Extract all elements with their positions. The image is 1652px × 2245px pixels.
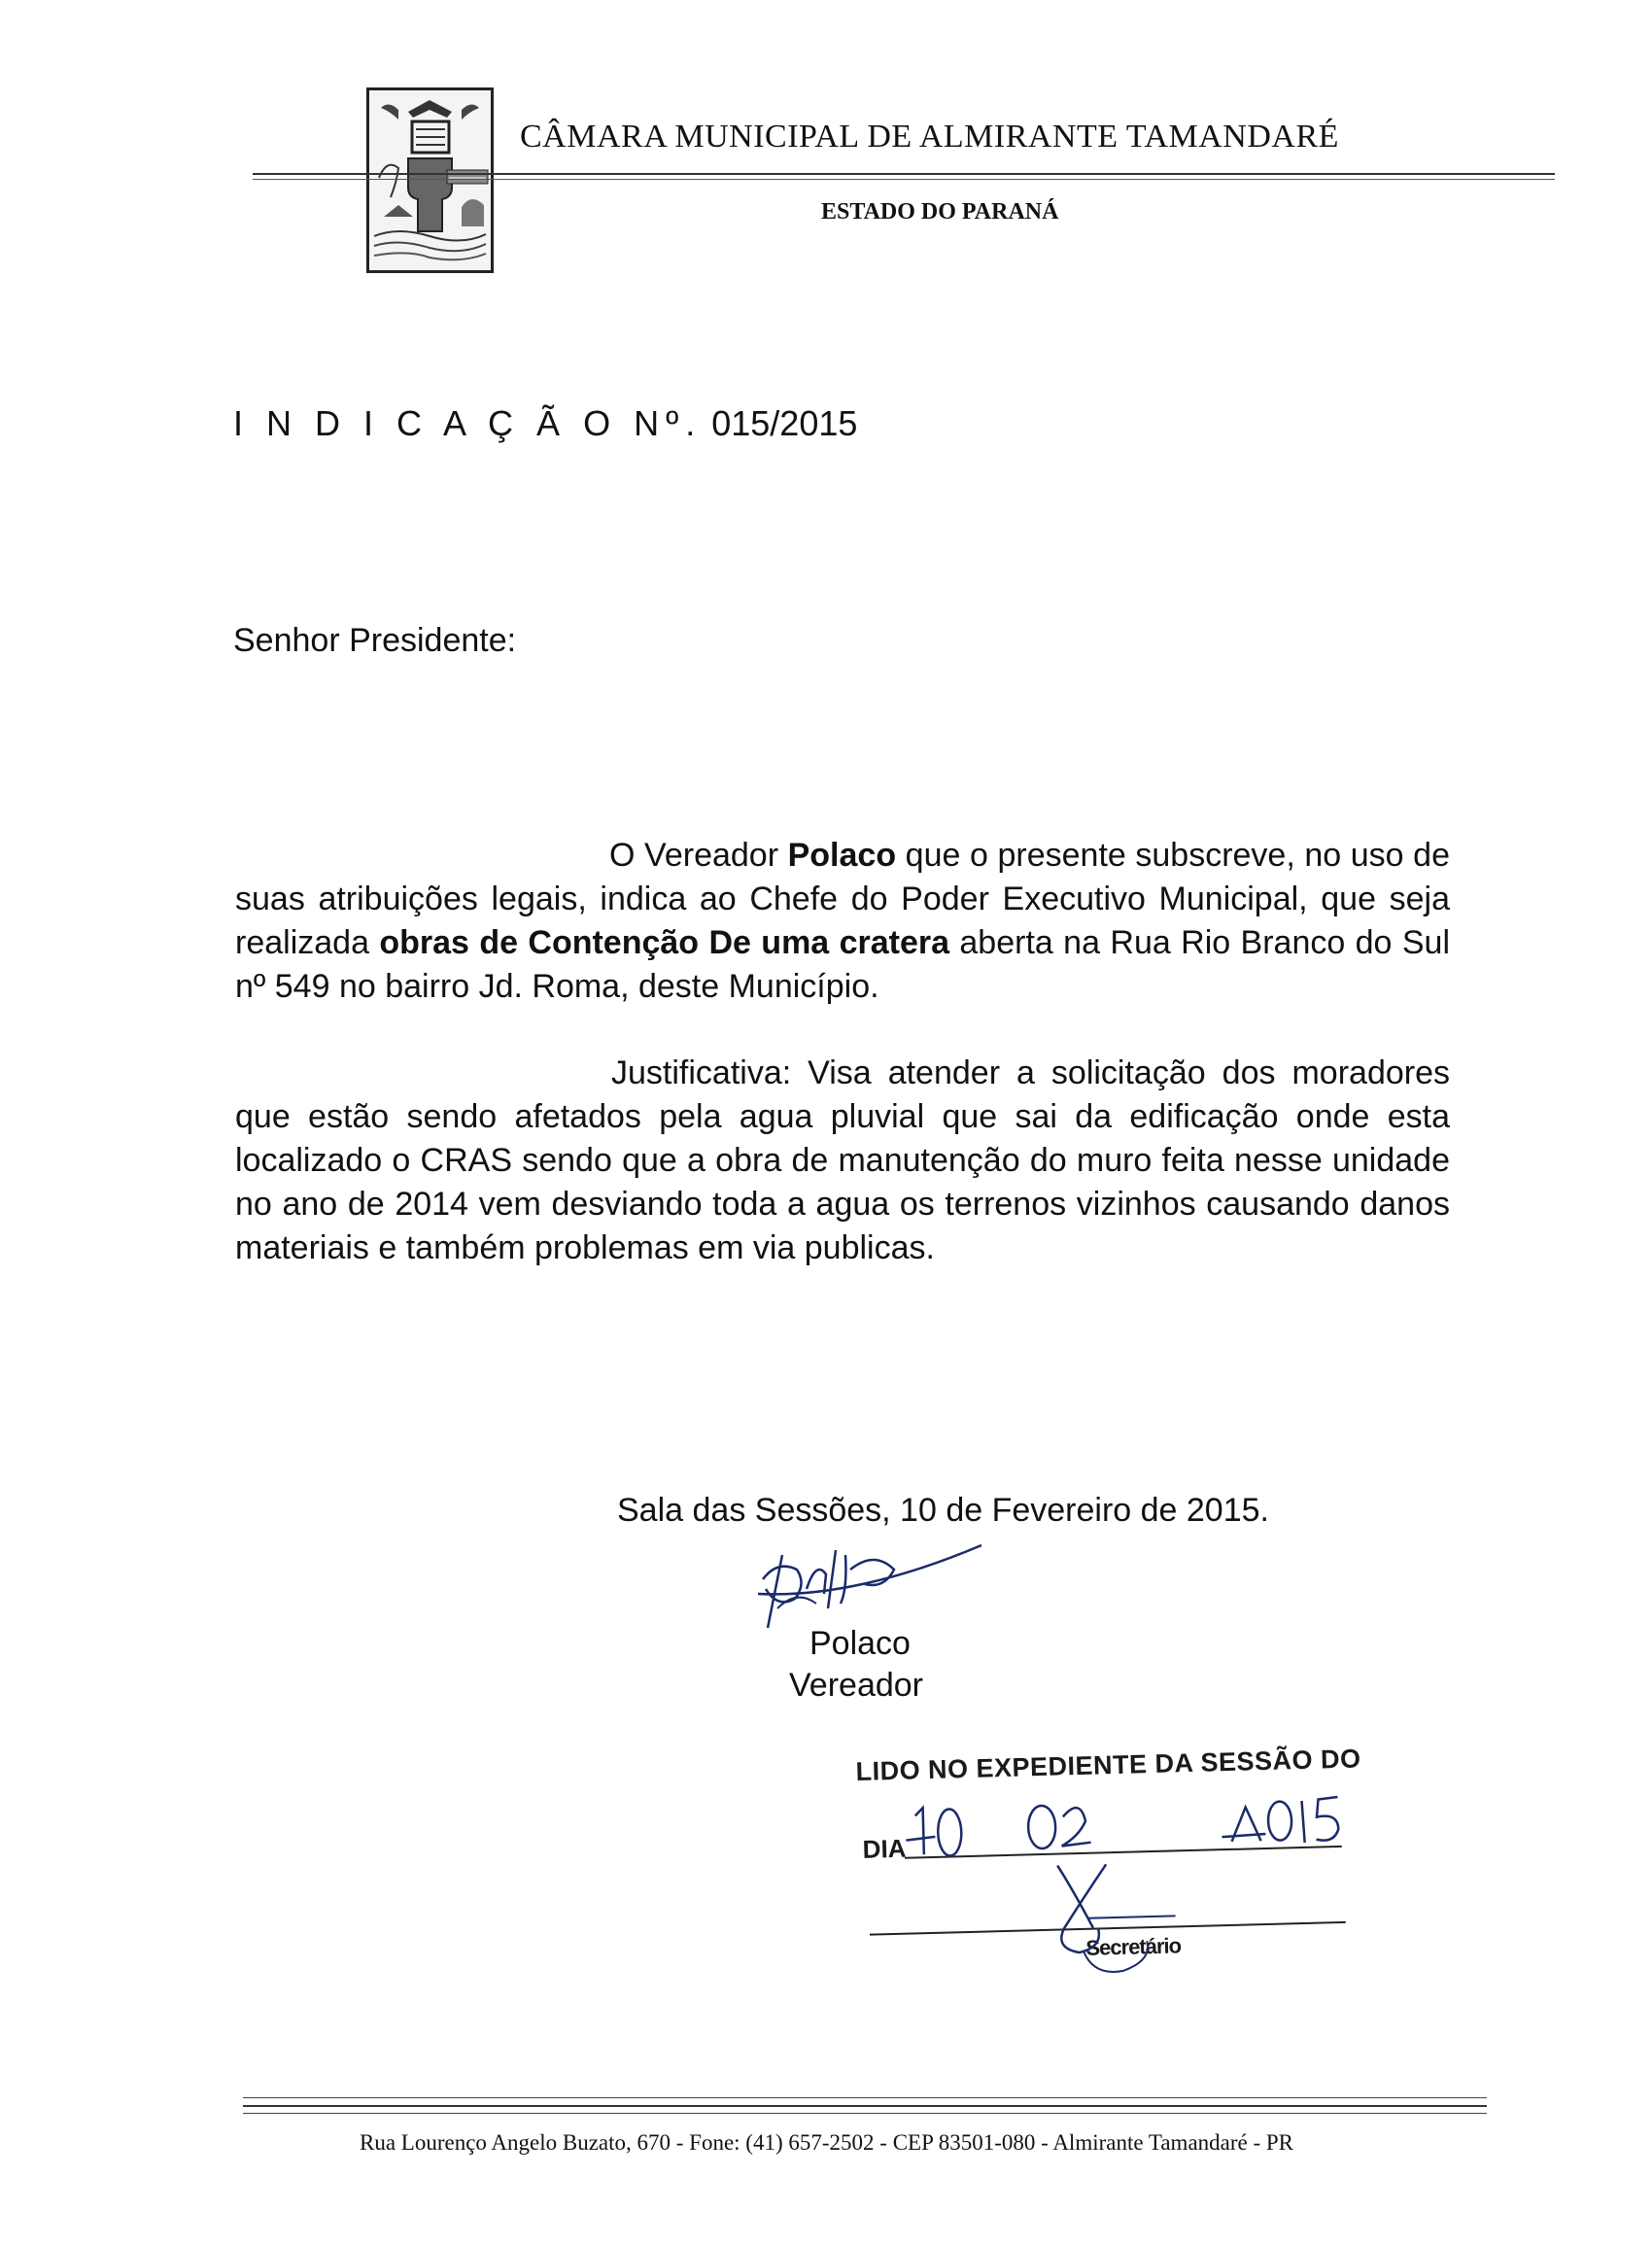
stamp-handwritten-date bbox=[895, 1776, 1357, 1982]
stamp-day-label: DIA bbox=[862, 1833, 907, 1864]
signer-name: Polaco bbox=[809, 1625, 911, 1662]
footer-address: Rua Lourenço Angelo Buzato, 670 - Fone: (41) 657-2502 - CEP 83501-080 - Almirante Tamandaré - PR bbox=[360, 2130, 1294, 2155]
institution-state: ESTADO DO PARANÁ bbox=[821, 199, 1059, 224]
paragraph-text: O Vereador bbox=[609, 837, 788, 874]
closing-place-date: Sala das Sessões, 10 de Fevereiro de 2015. bbox=[617, 1492, 1269, 1529]
footer-divider bbox=[243, 2097, 1487, 2098]
footer-divider bbox=[243, 2105, 1487, 2107]
stamp-secretary-label: Secretário bbox=[1085, 1933, 1182, 1960]
document-title bbox=[233, 403, 857, 444]
reading-stamp bbox=[855, 1735, 1425, 1983]
salutation: Senhor Presidente: bbox=[233, 622, 517, 659]
body-paragraph-indication bbox=[235, 834, 1450, 1009]
title-number: 015/2015 bbox=[711, 403, 858, 443]
councilor-name-bold: Polaco bbox=[787, 837, 897, 874]
header-divider bbox=[253, 173, 1555, 175]
coat-of-arms-icon bbox=[369, 90, 491, 270]
footer-divider bbox=[243, 2113, 1487, 2114]
title-prefix: I N D I C A Ç Ã O Nº. bbox=[233, 403, 703, 443]
handwritten-signature bbox=[739, 1531, 1001, 1638]
institution-name: CÂMARA MUNICIPAL DE ALMIRANTE TAMANDARÉ bbox=[520, 119, 1339, 155]
coat-of-arms-logo bbox=[366, 87, 494, 273]
paragraph-text: que o presente subscreve, no uso de suas atribuições legais, indica ao Chefe do Poder Executivo Municipal, que seja realizada bbox=[235, 837, 1450, 961]
stamp-title: LIDO NO EXPEDIENTE DA SESSÃO DO bbox=[855, 1744, 1361, 1786]
works-description-bold: obras de Contenção De uma cratera bbox=[379, 924, 950, 961]
paragraph-text: aberta na Rua Rio Branco do Sul nº 549 no bairro Jd. Roma, deste Município. bbox=[235, 924, 1450, 1005]
body-paragraph-justification: Justificativa: Visa atender a solicitação dos moradores que estão sendo afetados pela agua pluvial que sai da edificação onde esta localizado o CRAS sendo que a obra de manutenção do muro feita nesse unidade no ano de 2014 vem desviando toda a agua os terrenos vizinhos causando danos materiais e também problemas em via publicas. bbox=[235, 1054, 1450, 1266]
signer-role: Vereador bbox=[789, 1667, 923, 1704]
header-divider bbox=[253, 179, 1555, 180]
